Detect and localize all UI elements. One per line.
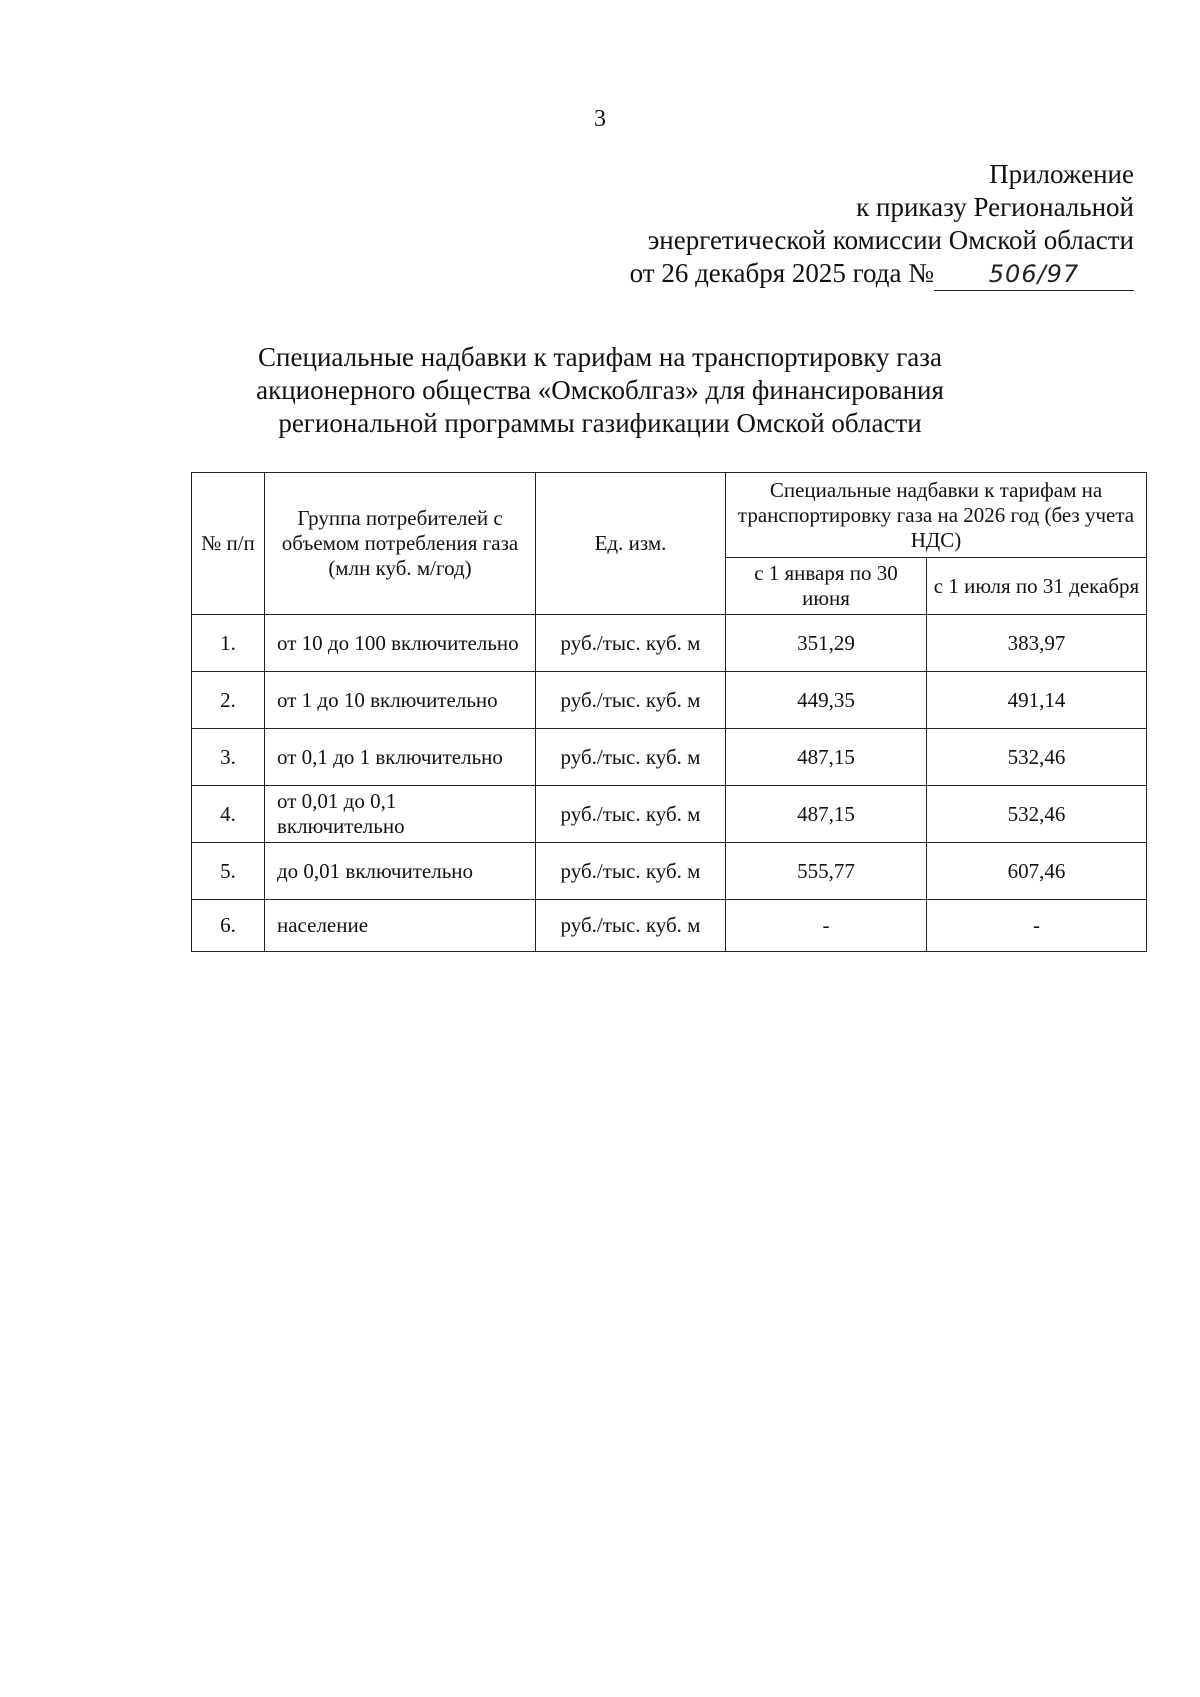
row-group: от 1 до 10 включительно (265, 672, 536, 729)
appendix-line-2: к приказу Региональной (856, 192, 1134, 222)
table-row (192, 786, 1147, 843)
table-row (192, 729, 1147, 786)
row-number: 3. (192, 729, 265, 786)
row-value-period-2: 383,97 (927, 615, 1147, 672)
row-value-period-2: 491,14 (927, 672, 1147, 729)
row-unit: руб./тыс. куб. м (536, 786, 726, 843)
row-value-period-2: - (927, 900, 1147, 952)
order-number-handwritten: 506/97 (934, 260, 1134, 291)
table-row (192, 900, 1147, 952)
document-title (200, 341, 1000, 440)
row-value-period-1: 555,77 (726, 843, 927, 900)
row-value-period-2: 532,46 (927, 786, 1147, 843)
appendix-line-1: Приложение (989, 159, 1134, 189)
page-number: 3 (594, 106, 606, 132)
appendix-block (630, 158, 1134, 291)
table-row (192, 615, 1147, 672)
table-row (192, 843, 1147, 900)
row-number: 2. (192, 672, 265, 729)
tariff-table (191, 472, 1147, 952)
header-period-1: с 1 января по 30 июня (726, 558, 927, 615)
row-unit: руб./тыс. куб. м (536, 615, 726, 672)
header-group: Группа потребителей с объемом потребления газа (млн куб. м/год) (265, 473, 536, 615)
row-number: 4. (192, 786, 265, 843)
appendix-line-4 (630, 257, 1134, 291)
header-surcharges: Специальные надбавки к тарифам на транспортировку газа на 2026 год (без учета НДС) (726, 473, 1147, 558)
row-group: население (265, 900, 536, 952)
row-unit: руб./тыс. куб. м (536, 900, 726, 952)
row-value-period-1: - (726, 900, 927, 952)
row-group: от 0,1 до 1 включительно (265, 729, 536, 786)
row-unit: руб./тыс. куб. м (536, 843, 726, 900)
appendix-line-3: энергетической комиссии Омской области (647, 225, 1134, 255)
row-value-period-1: 351,29 (726, 615, 927, 672)
table-row (192, 672, 1147, 729)
row-unit: руб./тыс. куб. м (536, 672, 726, 729)
row-value-period-1: 487,15 (726, 729, 927, 786)
row-value-period-2: 532,46 (927, 729, 1147, 786)
row-group: от 10 до 100 включительно (265, 615, 536, 672)
title-line-3: региональной программы газификации Омской области (278, 408, 922, 438)
row-group: до 0,01 включительно (265, 843, 536, 900)
row-number: 1. (192, 615, 265, 672)
row-group: от 0,01 до 0,1 включительно (265, 786, 536, 843)
row-value-period-2: 607,46 (927, 843, 1147, 900)
header-number: № п/п (192, 473, 265, 615)
header-period-2: с 1 июля по 31 декабря (927, 558, 1147, 615)
title-line-2: акционерного общества «Омскоблгаз» для финансирования (256, 375, 944, 405)
title-line-1: Специальные надбавки к тарифам на транспортировку газа (258, 342, 942, 372)
row-number: 6. (192, 900, 265, 952)
header-unit: Ед. изм. (536, 473, 726, 615)
row-unit: руб./тыс. куб. м (536, 729, 726, 786)
row-value-period-1: 449,35 (726, 672, 927, 729)
order-date: от 26 декабря 2025 года № (629, 258, 934, 288)
row-number: 5. (192, 843, 265, 900)
row-value-period-1: 487,15 (726, 786, 927, 843)
